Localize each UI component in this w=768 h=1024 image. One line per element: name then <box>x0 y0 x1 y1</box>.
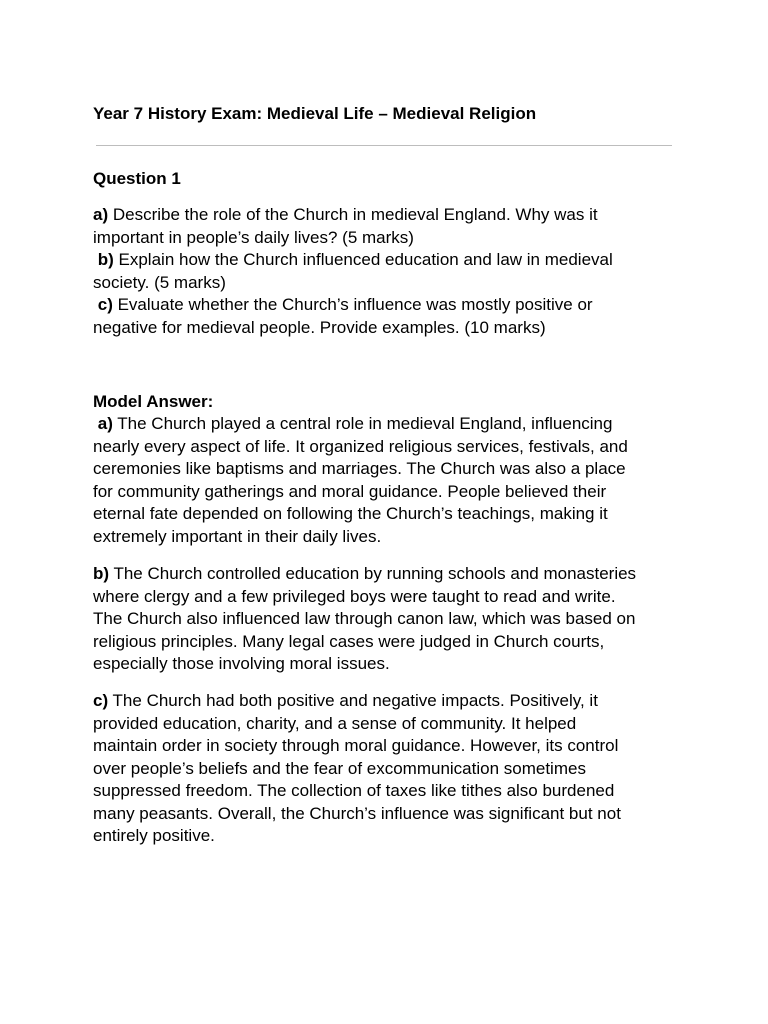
question-a <box>93 204 673 227</box>
answer-a-line: ceremonies like baptisms and marriages. The Church was also a place <box>93 459 626 478</box>
answer-b-label: b) <box>93 564 110 583</box>
answer-a-label: a) <box>97 414 113 433</box>
answer-c-line: entirely positive. <box>93 826 215 845</box>
question-b-label: b) <box>97 250 114 269</box>
question-b-text: Explain how the Church influenced education and law in medieval <box>118 250 613 269</box>
question-c <box>93 294 673 317</box>
answer-b-line: where clergy and a few privileged boys were taught to read and write. <box>93 586 616 606</box>
answer-c-line: provided education, charity, and a sense of community. It helped <box>93 713 577 733</box>
horizontal-divider <box>96 145 672 146</box>
question-list <box>93 204 673 339</box>
answer-b-line: The Church also influenced law through canon law, which was based on <box>93 609 636 628</box>
answer-a-line: nearly every aspect of life. It organized religious services, festivals, and <box>93 436 628 456</box>
answer-c <box>93 690 673 848</box>
answer-c-line: many peasants. Overall, the Church’s influence was significant but not <box>93 803 621 823</box>
answer-c-line: suppressed freedom. The collection of taxes like tithes also burdened <box>93 781 615 800</box>
document-title: Year 7 History Exam: Medieval Life – Medieval Religion <box>93 104 537 123</box>
answer-a <box>93 413 673 548</box>
question-b-continued: society. (5 marks) <box>93 272 226 292</box>
answer-b-line <box>93 563 673 586</box>
question-heading: Question 1 <box>93 169 181 188</box>
answer-a-line: eternal fate depended on following the Church’s teachings, making it <box>93 504 608 523</box>
answer-a-line: for community gatherings and moral guidance. People believed their <box>93 481 607 501</box>
answer-b <box>93 563 673 676</box>
answer-a-line: extremely important in their daily lives. <box>93 526 382 546</box>
answer-b-line: religious principles. Many legal cases were judged in Church courts, <box>93 631 605 651</box>
answer-a-text: The Church played a central role in medieval England, influencing <box>117 414 613 433</box>
question-c-label: c) <box>97 295 113 314</box>
question-a-continued: important in people’s daily lives? (5 marks) <box>93 227 414 247</box>
answer-b-text: The Church controlled education by running schools and monasteries <box>113 564 637 583</box>
answer-c-line: maintain order in society through moral guidance. However, its control <box>93 736 619 755</box>
answer-b-line: especially those involving moral issues. <box>93 654 390 673</box>
answer-c-line: over people’s beliefs and the fear of excommunication sometimes <box>93 758 586 778</box>
question-c-text: Evaluate whether the Church’s influence was mostly positive or <box>117 295 593 314</box>
model-answer-heading: Model Answer: <box>93 392 214 411</box>
answer-c-line <box>93 690 673 713</box>
question-a-label: a) <box>93 205 109 224</box>
question-b <box>93 249 673 272</box>
question-a-text: Describe the role of the Church in medieval England. Why was it <box>112 205 598 224</box>
answer-a-line <box>93 413 673 436</box>
answer-c-text: The Church had both positive and negative impacts. Positively, it <box>112 691 598 710</box>
answer-c-label: c) <box>93 691 109 710</box>
question-c-continued: negative for medieval people. Provide examples. (10 marks) <box>93 317 546 337</box>
